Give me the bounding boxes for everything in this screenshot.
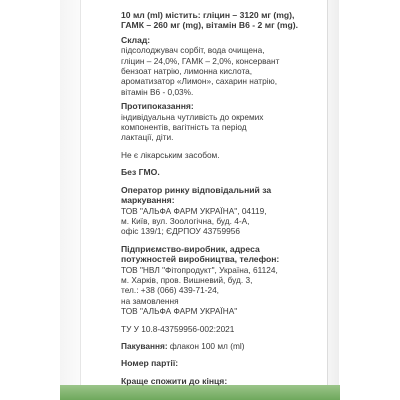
manufacturer-line: тел.: +38 (066) 439-71-24, xyxy=(121,285,219,296)
best-before-section xyxy=(121,376,321,386)
ingredients-line: ароматизатор «Лимон», сахарин натрію, xyxy=(121,76,278,87)
not-medicine-text: Не є лікарським засобом. xyxy=(121,149,220,160)
manufacturer-line: на замовлення xyxy=(121,295,179,306)
manufacturer-line: ТОВ "АЛЬФА ФАРМ УКРАЇНА" xyxy=(121,306,238,317)
label-text xyxy=(121,10,321,386)
contraindications-line: компонентів, вагітність та період xyxy=(121,122,247,133)
ingredients-section xyxy=(121,35,321,97)
composition-section xyxy=(121,10,321,31)
green-bottom-band xyxy=(60,385,340,400)
packaging-value: флакон 100 мл (ml) xyxy=(167,340,245,351)
market-operator-line: офіс 139/1; ЄДРПОУ 43759956 xyxy=(121,226,240,237)
tu-section xyxy=(121,324,321,334)
contraindications-line: лактації, діти. xyxy=(121,132,174,143)
gmo-text: Без ГМО. xyxy=(121,167,160,178)
batch-section xyxy=(121,358,321,368)
market-operator-heading: маркування: xyxy=(121,195,175,206)
not-medicine-note xyxy=(121,150,321,160)
composition-line-2: ГАМК – 260 мг (mg), вітамін В6 - 2 мг (mg). xyxy=(121,20,299,31)
ingredients-line: бензоат натрію, лимонна кислота, xyxy=(121,66,253,77)
contraindications-line: індивідуальна чутливість до окремих xyxy=(121,111,264,122)
contraindications-heading: Протипоказання: xyxy=(121,101,194,112)
manufacturer-heading: потужностей виробництва, телефон: xyxy=(121,254,280,265)
manufacturer-section xyxy=(121,244,321,317)
contraindications-section xyxy=(121,101,321,143)
ingredients-line: гліцин – 24,0%, ГАМК – 2,0%, консервант xyxy=(121,55,280,66)
gmo-note xyxy=(121,167,321,177)
manufacturer-line: м. Харків, пров. Вишневий, буд. 3, xyxy=(121,274,253,285)
best-before-label: Краще спожити до кінця: xyxy=(121,375,228,386)
ingredients-line: підсолоджувач сорбіт, вода очищена, xyxy=(121,45,265,56)
market-operator-heading: Оператор ринку відповідальний за xyxy=(121,184,272,195)
market-operator-line: м. Київ, вул. Зоологічна, буд. 4-А, xyxy=(121,215,250,226)
manufacturer-heading: Підприємство-виробник, адреса xyxy=(121,243,260,254)
market-operator-line: ТОВ "АЛЬФА ФАРМ УКРАЇНА", 04119, xyxy=(121,205,267,216)
composition-line-1: 10 мл (ml) містить: гліцин – 3120 мг (mg), xyxy=(121,10,295,20)
ingredients-line: вітамін В6 - 0,03%. xyxy=(121,86,194,97)
packaging-label: Пакування: xyxy=(121,340,168,351)
tu-text: ТУ У 10.8-43759956-002:2021 xyxy=(121,323,235,334)
manufacturer-line: ТОВ "НВЛ "Фітопродукт", Україна, 61124, xyxy=(121,264,278,275)
batch-label: Номер партії: xyxy=(121,358,179,369)
packaging-line xyxy=(121,341,321,351)
ingredients-heading: Склад: xyxy=(121,34,151,45)
market-operator-section xyxy=(121,185,321,237)
packaging-section xyxy=(121,341,321,351)
